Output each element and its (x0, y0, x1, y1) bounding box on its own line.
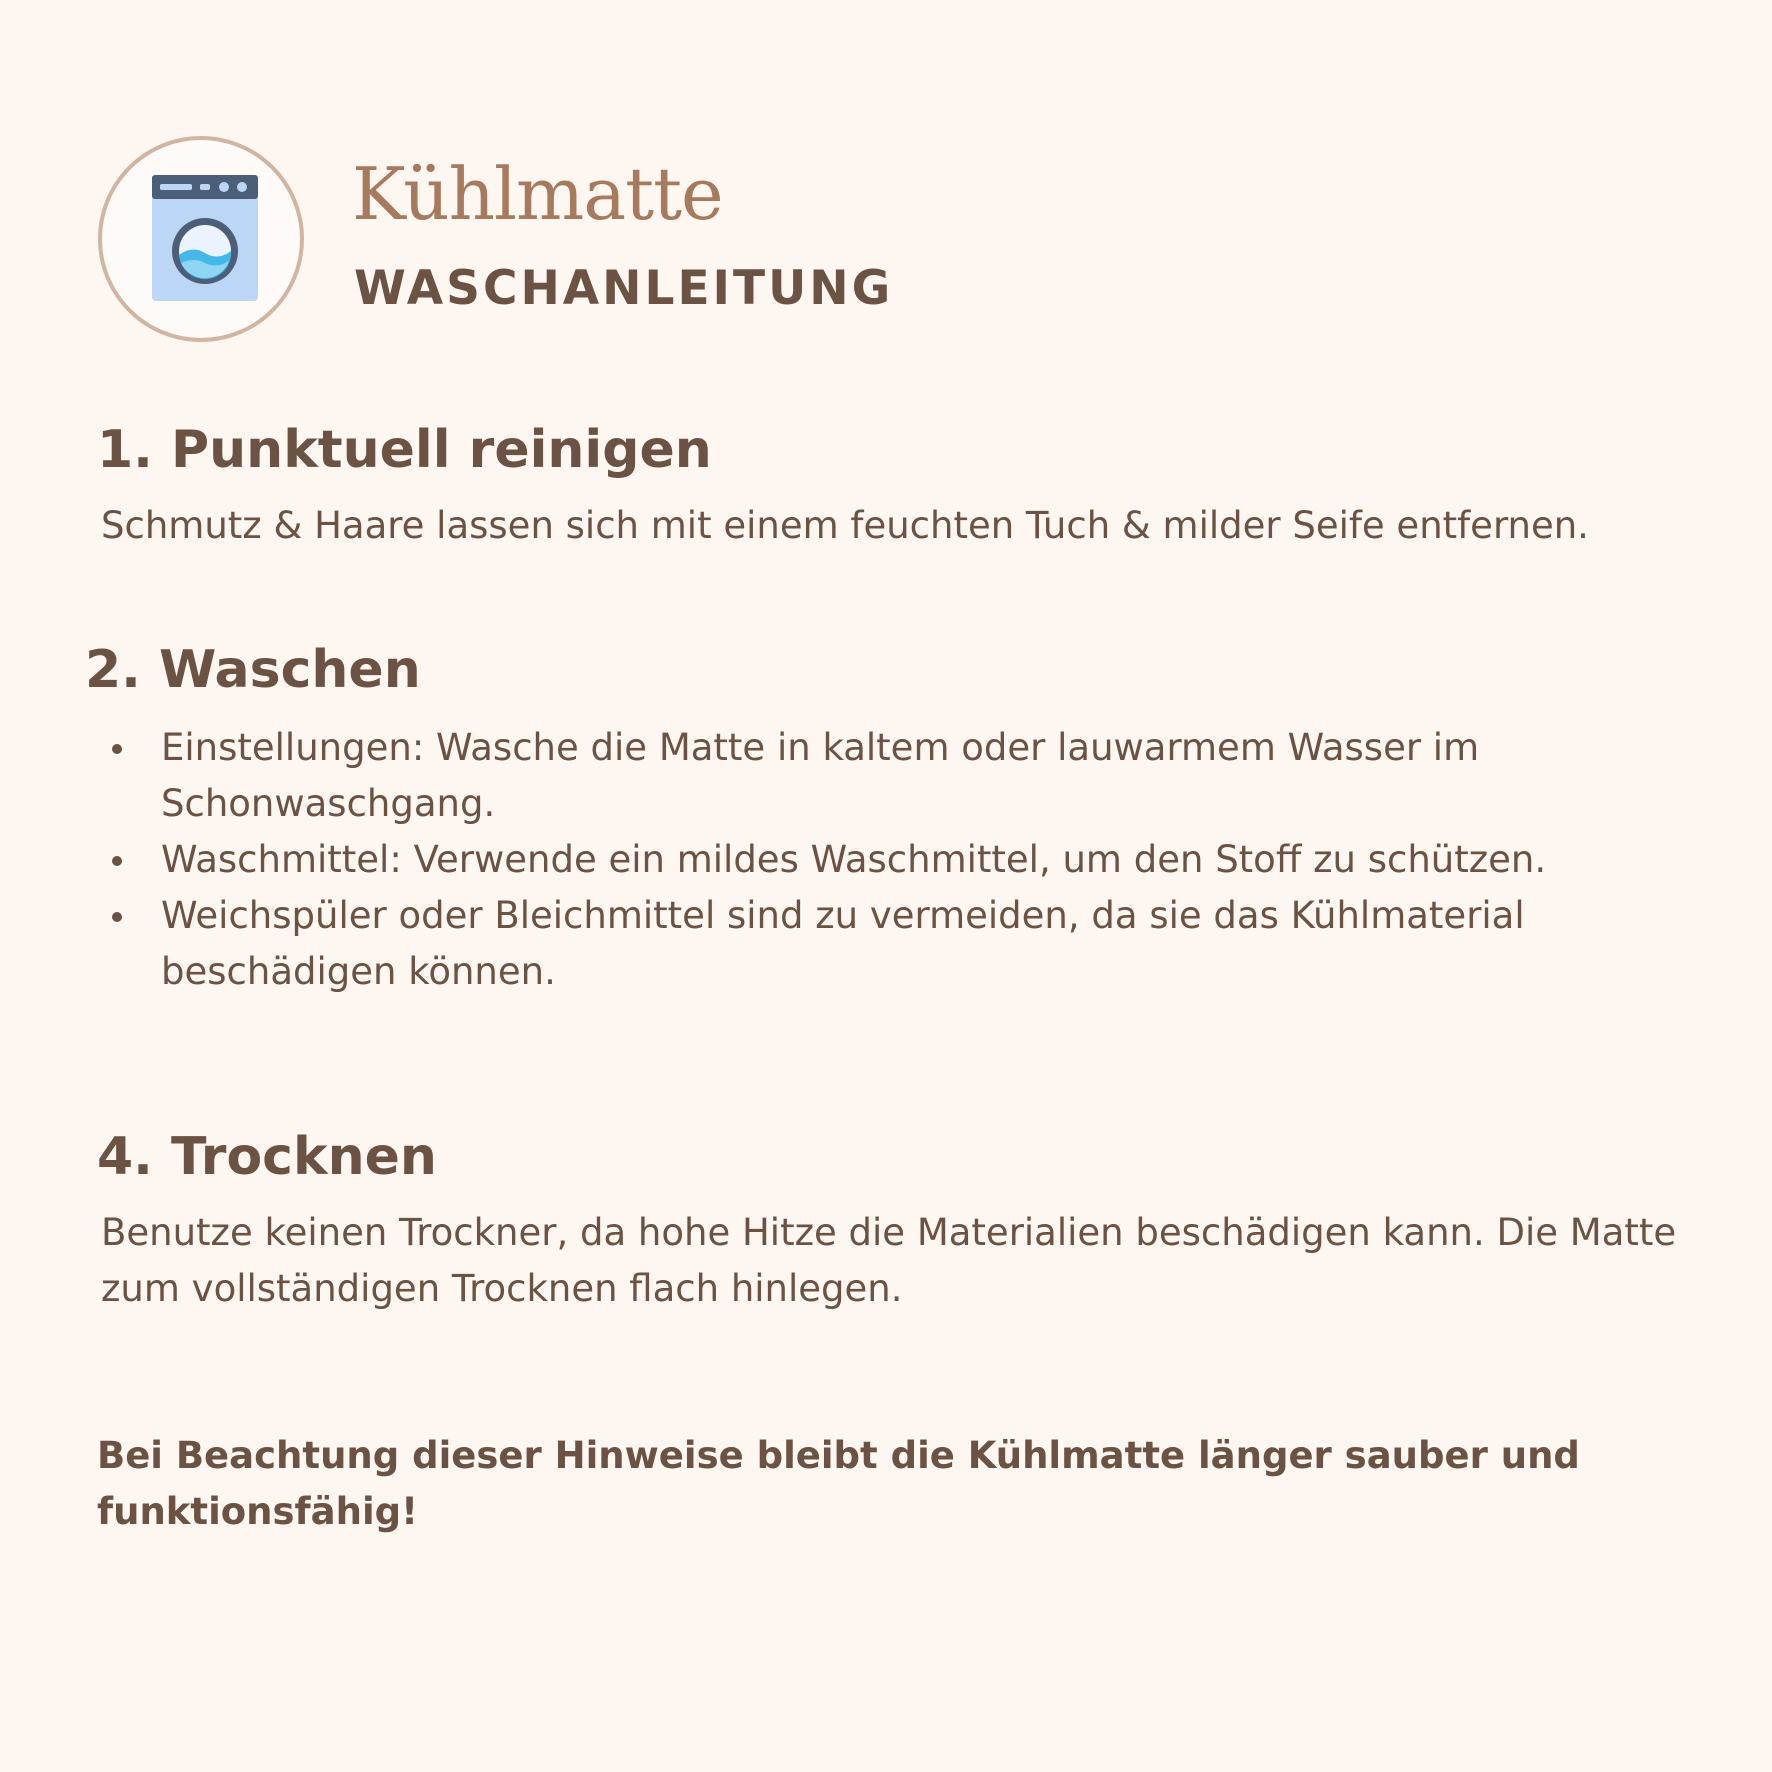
closing-note: Bei Beachtung dieser Hinweise bleibt die Kühlmatte länger sauber und funktionsfähig! (97, 1434, 1580, 1533)
list-item (110, 720, 1710, 832)
section-heading-wash: 2. Waschen (85, 640, 421, 700)
section-text-spot-clean: Schmutz & Haare lassen sich mit einem feuchten Tuch & milder Seife entfernen. (101, 504, 1589, 547)
section-text-dry: Benutze keinen Trockner, da hohe Hitze die Materialien beschädigen kann. Die Matte zum vollständigen Trocknen flach hinlegen. (101, 1211, 1677, 1310)
list-item (110, 888, 1710, 1000)
section-heading-spot-clean: 1. Punktuell reinigen (97, 420, 712, 480)
wash-bullet-list (110, 720, 1710, 1000)
list-item-text: Weichspüler oder Bleichmittel sind zu vermeiden, da sie das Kühlmaterial beschädigen können. (161, 894, 1525, 993)
list-item-text: Einstellungen: Wasche die Matte in kaltem oder lauwarmem Wasser im Schonwaschgang. (161, 726, 1480, 825)
bullet-dot (112, 744, 122, 754)
page-title: Kühlmatte (352, 152, 723, 236)
section-heading-dry: 4. Trocknen (97, 1127, 437, 1187)
page-subtitle: WASCHANLEITUNG (354, 261, 894, 316)
bullet-dot (112, 856, 122, 866)
list-item (110, 832, 1710, 888)
washing-machine-icon (150, 173, 260, 303)
logo-badge (98, 136, 304, 342)
list-item-text: Waschmittel: Verwende ein mildes Waschmittel, um den Stoff zu schützen. (161, 838, 1547, 881)
bullet-dot (112, 912, 122, 922)
